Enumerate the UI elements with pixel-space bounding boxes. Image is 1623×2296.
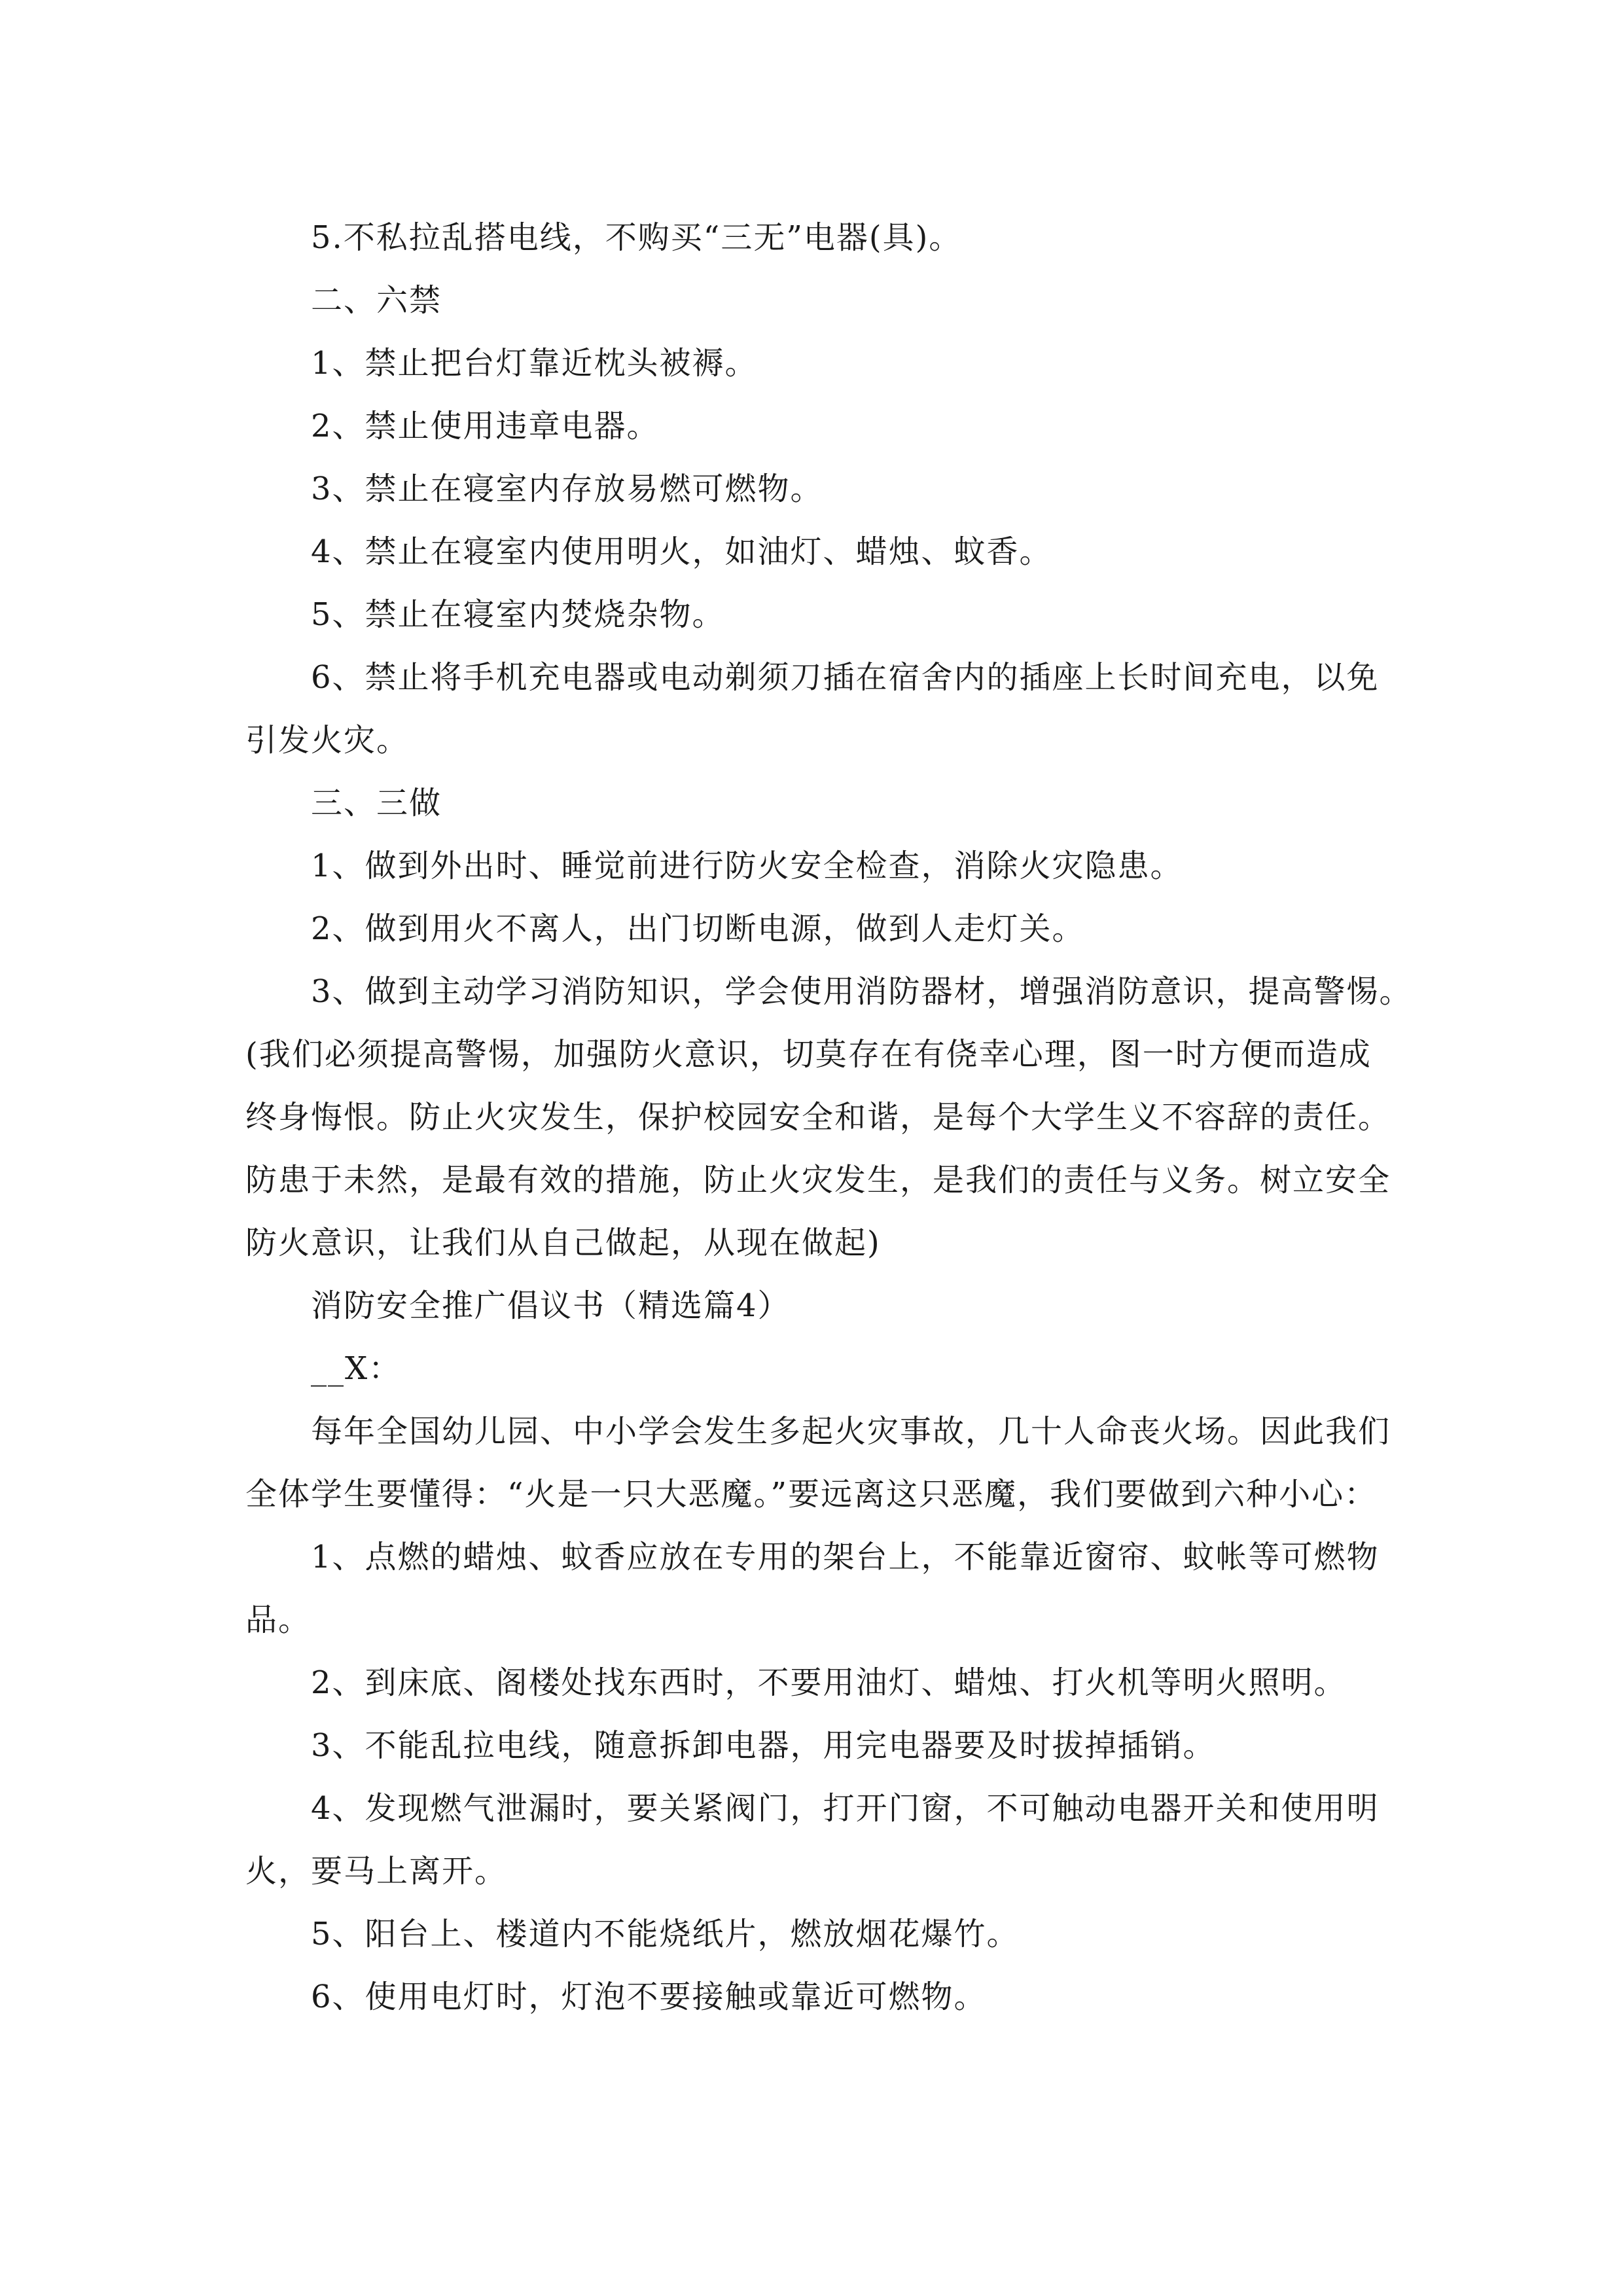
list-item: 5、阳台上、楼道内不能烧纸片，燃放烟花爆竹。 (311, 1916, 1020, 1952)
list-item: 3、做到主动学习消防知识，学会使用消防器材，增强消防意识，提高警惕。 (311, 973, 1412, 1010)
section-heading: 三、三做 (311, 785, 442, 821)
paragraph-line: 防患于未然，是最有效的措施，防止火灾发生，是我们的责任与义务。树立安全 (245, 1162, 1391, 1198)
list-item: 3、禁止在寝室内存放易燃可燃物。 (311, 471, 823, 507)
paragraph-line: 全体学生要懂得：“火是一只大恶魔。”要远离这只恶魔，我们要做到六种小心： (245, 1476, 1378, 1513)
paragraph-line: 引发火灾。 (245, 722, 410, 759)
list-item: 1、点燃的蜡烛、蚊香应放在专用的架台上，不能靠近窗帘、蚊帐等可燃物 (311, 1539, 1380, 1575)
document-body (245, 206, 1412, 2028)
list-item: 4、禁止在寝室内使用明火，如油灯、蜡烛、蚊香。 (311, 533, 1052, 570)
list-item: 6、禁止将手机充电器或电动剃须刀插在宿舍内的插座上长时间充电，以免 (311, 659, 1380, 696)
paragraph-line: 防火意识，让我们从自己做起，从现在做起) (245, 1225, 881, 1261)
paragraph-line: 品。 (245, 1602, 312, 1638)
paragraph-line: 5.不私拉乱搭电线，不购买“三无”电器(具)。 (311, 219, 962, 256)
list-item: 1、做到外出时、睡觉前进行防火安全检查，消除火灾隐患。 (311, 848, 1183, 884)
list-item: 6、使用电灯时，灯泡不要接触或靠近可燃物。 (311, 1979, 987, 2015)
paragraph-line: 火，要马上离开。 (245, 1853, 508, 1890)
list-item: 2、禁止使用违章电器。 (311, 408, 660, 444)
list-item: 4、发现燃气泄漏时，要关紧阀门，打开门窗，不可触动电器开关和使用明 (311, 1790, 1380, 1827)
article-title: 消防安全推广倡议书（精选篇4） (311, 1287, 791, 1324)
list-item: 5、禁止在寝室内焚烧杂物。 (311, 596, 725, 633)
salutation: __X： (311, 1350, 402, 1387)
paragraph-line: 每年全国幼儿园、中小学会发生多起火灾事故，几十人命丧火场。因此我们 (311, 1413, 1391, 1450)
paragraph-line: (我们必须提高警惕，加强防火意识，切莫存在有侥幸心理，图一时方便而造成 (245, 1036, 1372, 1073)
list-item: 1、禁止把台灯靠近枕头被褥。 (311, 345, 758, 382)
paragraph-line: 终身悔恨。防止火灾发生，保护校园安全和谐，是每个大学生义不容辞的责任。 (245, 1099, 1391, 1136)
section-heading: 二、六禁 (311, 282, 442, 319)
list-item: 2、做到用火不离人，出门切断电源，做到人走灯关。 (311, 910, 1085, 947)
list-item: 2、到床底、阁楼处找东西时，不要用油灯、蜡烛、打火机等明火照明。 (311, 1664, 1347, 1701)
list-item: 3、不能乱拉电线，随意拆卸电器，用完电器要及时拔掉插销。 (311, 1727, 1216, 1764)
